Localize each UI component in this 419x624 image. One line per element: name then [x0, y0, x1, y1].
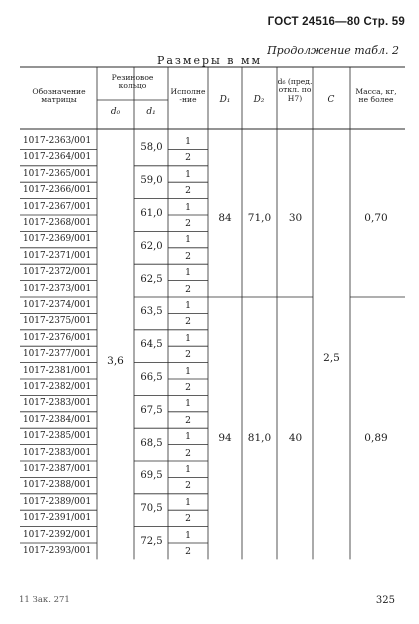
- designation-cell: 1017-2363/001: [23, 136, 92, 146]
- execution-cell: 1: [185, 332, 191, 344]
- designation-cell: 1017-2365/001: [23, 168, 92, 179]
- d1-value-cell: 70,5: [140, 503, 163, 515]
- table-continuation-caption: Продолжение табл. 2: [267, 44, 399, 57]
- d1-value-cell: 58,0: [140, 142, 163, 154]
- execution-cell: 2: [185, 480, 191, 492]
- designation-cell: 1017-2376/001: [23, 332, 92, 343]
- execution-cell: 1: [185, 168, 191, 180]
- execution-cell: 1: [185, 300, 191, 311]
- group2-d6: 40: [288, 432, 303, 444]
- execution-cell: 2: [185, 250, 191, 262]
- execution-cell: 1: [185, 267, 191, 279]
- execution-cell: 1: [185, 496, 191, 508]
- designation-cell: 1017-2383/001: [23, 447, 92, 458]
- designation-cell: 1017-2369/001: [23, 234, 92, 245]
- execution-cell: 2: [185, 218, 191, 229]
- d1-value-cell: 63,5: [140, 306, 163, 318]
- header-d6: d₆ (пред. откл. по Н7): [277, 77, 313, 103]
- execution-cell: 1: [185, 398, 191, 410]
- c-value: 2,5: [323, 352, 340, 364]
- group1-D1: 84: [218, 212, 232, 224]
- d1-value-cell: 59,0: [140, 175, 163, 187]
- header-rubber-ring: Резиновое кольцо: [111, 73, 154, 91]
- designation-cell: 1017-2371/001: [23, 250, 92, 261]
- group1-mass: 0,70: [364, 212, 388, 224]
- sizes-caption: Размеры в мм: [156, 54, 263, 67]
- d1-value-cell: 61,0: [140, 208, 163, 219]
- d1-value-cell: 69,5: [140, 470, 163, 482]
- header-d1: d₁: [146, 107, 156, 117]
- designation-cell: 1017-2368/001: [23, 218, 92, 228]
- group2-D1: 94: [218, 432, 232, 444]
- group1-D2: 71,0: [247, 212, 272, 224]
- designation-cell: 1017-2367/001: [23, 201, 92, 212]
- designation-cell: 1017-2372/001: [23, 267, 92, 278]
- designation-cell: 1017-2364/001: [23, 152, 92, 163]
- group2-D2: 81,0: [247, 432, 272, 444]
- execution-cell: 2: [185, 414, 191, 426]
- execution-cell: 2: [185, 513, 191, 525]
- designation-cell: 1017-2377/001: [23, 349, 92, 360]
- designation-cell: 1017-2384/001: [23, 414, 92, 425]
- designation-cell: 1017-2391/001: [23, 513, 92, 524]
- designation-cell: 1017-2381/001: [23, 365, 92, 376]
- d1-value-cell: 67,5: [140, 404, 163, 416]
- designation-cell: 1017-2388/001: [23, 480, 92, 491]
- execution-cell: 1: [185, 365, 191, 377]
- execution-cell: 2: [185, 546, 191, 557]
- group1-d6: 30: [288, 212, 303, 224]
- designation-cell: 1017-2383/001: [23, 398, 92, 409]
- execution-cell: 1: [185, 201, 191, 213]
- execution-cell: 1: [185, 431, 191, 443]
- designation-cell: 1017-2366/001: [23, 185, 92, 196]
- execution-cell: 2: [185, 152, 191, 164]
- header-designation: Обозначение матрицы: [32, 87, 86, 105]
- page-number: 325: [375, 595, 395, 606]
- designation-cell: 1017-2389/001: [23, 496, 92, 507]
- designation-cell: 1017-2393/001: [23, 546, 92, 556]
- d1-value-cell: 64,5: [140, 339, 163, 351]
- designation-cell: 1017-2385/001: [23, 431, 92, 442]
- d1-value-cell: 62,5: [140, 273, 163, 285]
- header-mass: Масса, кг, не более: [355, 87, 397, 105]
- execution-cell: 2: [185, 447, 191, 459]
- header-D1: D₁: [219, 95, 231, 105]
- header-d0: d₀: [110, 107, 121, 117]
- designation-cell: 1017-2373/001: [23, 283, 92, 294]
- designation-cell: 1017-2392/001: [23, 529, 92, 540]
- d1-value-cell: 72,5: [140, 536, 163, 547]
- execution-cell: 1: [185, 136, 191, 147]
- execution-cell: 1: [185, 529, 191, 541]
- d1-value-cell: 62,0: [140, 240, 163, 252]
- page-header: ГОСТ 24516—80 Стр. 59: [267, 16, 405, 28]
- footer-order-note: 11 Зак. 271: [19, 595, 70, 605]
- d0-value: 3,6: [107, 355, 124, 367]
- designation-cell: 1017-2382/001: [23, 382, 92, 392]
- designation-cell: 1017-2387/001: [23, 464, 92, 474]
- d1-value-cell: 68,5: [140, 437, 163, 449]
- execution-cell: 2: [185, 283, 191, 295]
- header-D2: D₂: [253, 95, 265, 105]
- header-C: C: [327, 95, 335, 105]
- group2-mass: 0,89: [364, 432, 388, 444]
- execution-cell: 1: [185, 464, 191, 475]
- execution-cell: 2: [185, 349, 191, 361]
- execution-cell: 2: [185, 316, 191, 328]
- execution-cell: 2: [185, 185, 191, 197]
- designation-cell: 1017-2374/001: [23, 300, 92, 310]
- execution-cell: 2: [185, 382, 191, 393]
- execution-cell: 1: [185, 234, 191, 246]
- d1-value-cell: 66,5: [140, 372, 163, 383]
- header-execution: Исполне-ние: [170, 87, 206, 105]
- designation-cell: 1017-2375/001: [23, 316, 92, 327]
